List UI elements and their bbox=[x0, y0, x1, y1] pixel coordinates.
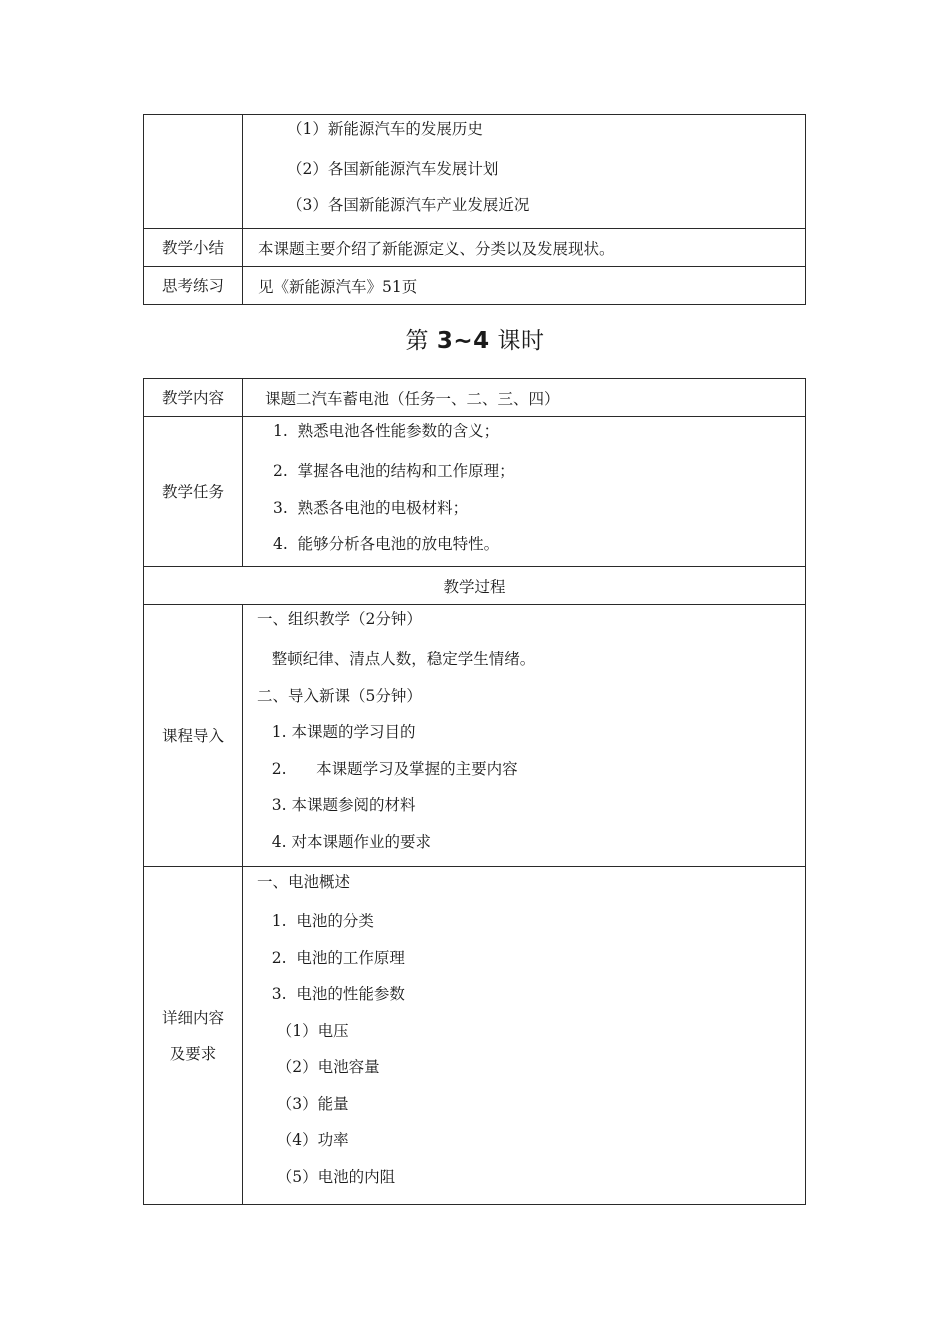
tasks-cell bbox=[243, 417, 806, 567]
empty-label-cell bbox=[144, 115, 243, 229]
list-item: （2）电池容量 bbox=[257, 1058, 380, 1076]
detail-label-line1: 详细内容 bbox=[161, 1008, 224, 1027]
list-item: 1. 本课题的学习目的 bbox=[257, 723, 416, 741]
list-item: （3）能量 bbox=[257, 1094, 349, 1113]
list-item: 2. 本课题学习及掌握的主要内容 bbox=[257, 759, 518, 778]
title-suffix: 课时 bbox=[497, 328, 545, 354]
list-item: 3. 熟悉各电池的电极材料； bbox=[273, 498, 469, 517]
list-item: 1. 熟悉电池各性能参数的含义； bbox=[273, 422, 500, 440]
list-item: （5）电池的内阻 bbox=[257, 1167, 396, 1186]
list-item: （3）各国新能源汽车产业发展近况 bbox=[287, 196, 530, 214]
list-item: 整顿纪律、清点人数，稳定学生情绪。 bbox=[257, 650, 536, 668]
list-item: 4. 对本课题作业的要求 bbox=[257, 832, 431, 851]
list-item: （1）新能源汽车的发展历史 bbox=[287, 120, 483, 138]
section-title bbox=[0, 322, 950, 355]
process-header: 教学过程 bbox=[144, 567, 806, 605]
history-items-cell bbox=[243, 115, 806, 229]
summary-text: 本课题主要介绍了新能源定义、分类以及发展现状。 bbox=[243, 229, 806, 267]
content-text: 课题二汽车蓄电池（任务一、二、三、四） bbox=[243, 379, 806, 417]
title-number: 3~4 bbox=[436, 328, 490, 354]
lesson-table-1 bbox=[143, 114, 806, 305]
title-prefix: 第 bbox=[405, 328, 430, 354]
detail-label bbox=[144, 867, 243, 1205]
detail-label-line2: 及要求 bbox=[169, 1044, 217, 1063]
list-item: 1. 电池的分类 bbox=[257, 912, 374, 930]
detail-cell bbox=[243, 867, 806, 1205]
list-item: 3. 电池的性能参数 bbox=[257, 985, 405, 1003]
task-label: 教学任务 bbox=[144, 417, 243, 567]
lesson-table-2 bbox=[143, 378, 806, 1205]
list-item: 4. 能够分析各电池的放电特性。 bbox=[273, 535, 500, 553]
content-label: 教学内容 bbox=[144, 379, 243, 417]
list-item: （4）功率 bbox=[257, 1131, 349, 1149]
list-item: 一、组织教学（2分钟） bbox=[257, 610, 422, 628]
list-item: 2. 掌握各电池的结构和工作原理； bbox=[273, 462, 515, 480]
summary-label: 教学小结 bbox=[144, 229, 243, 267]
exercise-text: 见《新能源汽车》51页 bbox=[243, 267, 806, 305]
list-item: 2. 电池的工作原理 bbox=[257, 948, 405, 967]
list-item: （1）电压 bbox=[257, 1021, 349, 1040]
list-item: 3. 本课题参阅的材料 bbox=[257, 796, 416, 814]
intro-label: 课程导入 bbox=[144, 605, 243, 867]
list-item: （2）各国新能源汽车发展计划 bbox=[287, 160, 499, 178]
intro-cell bbox=[243, 605, 806, 867]
list-item: 二、导入新课（5分钟） bbox=[257, 686, 422, 705]
exercise-label: 思考练习 bbox=[144, 267, 243, 305]
list-item: 一、电池概述 bbox=[257, 873, 351, 891]
